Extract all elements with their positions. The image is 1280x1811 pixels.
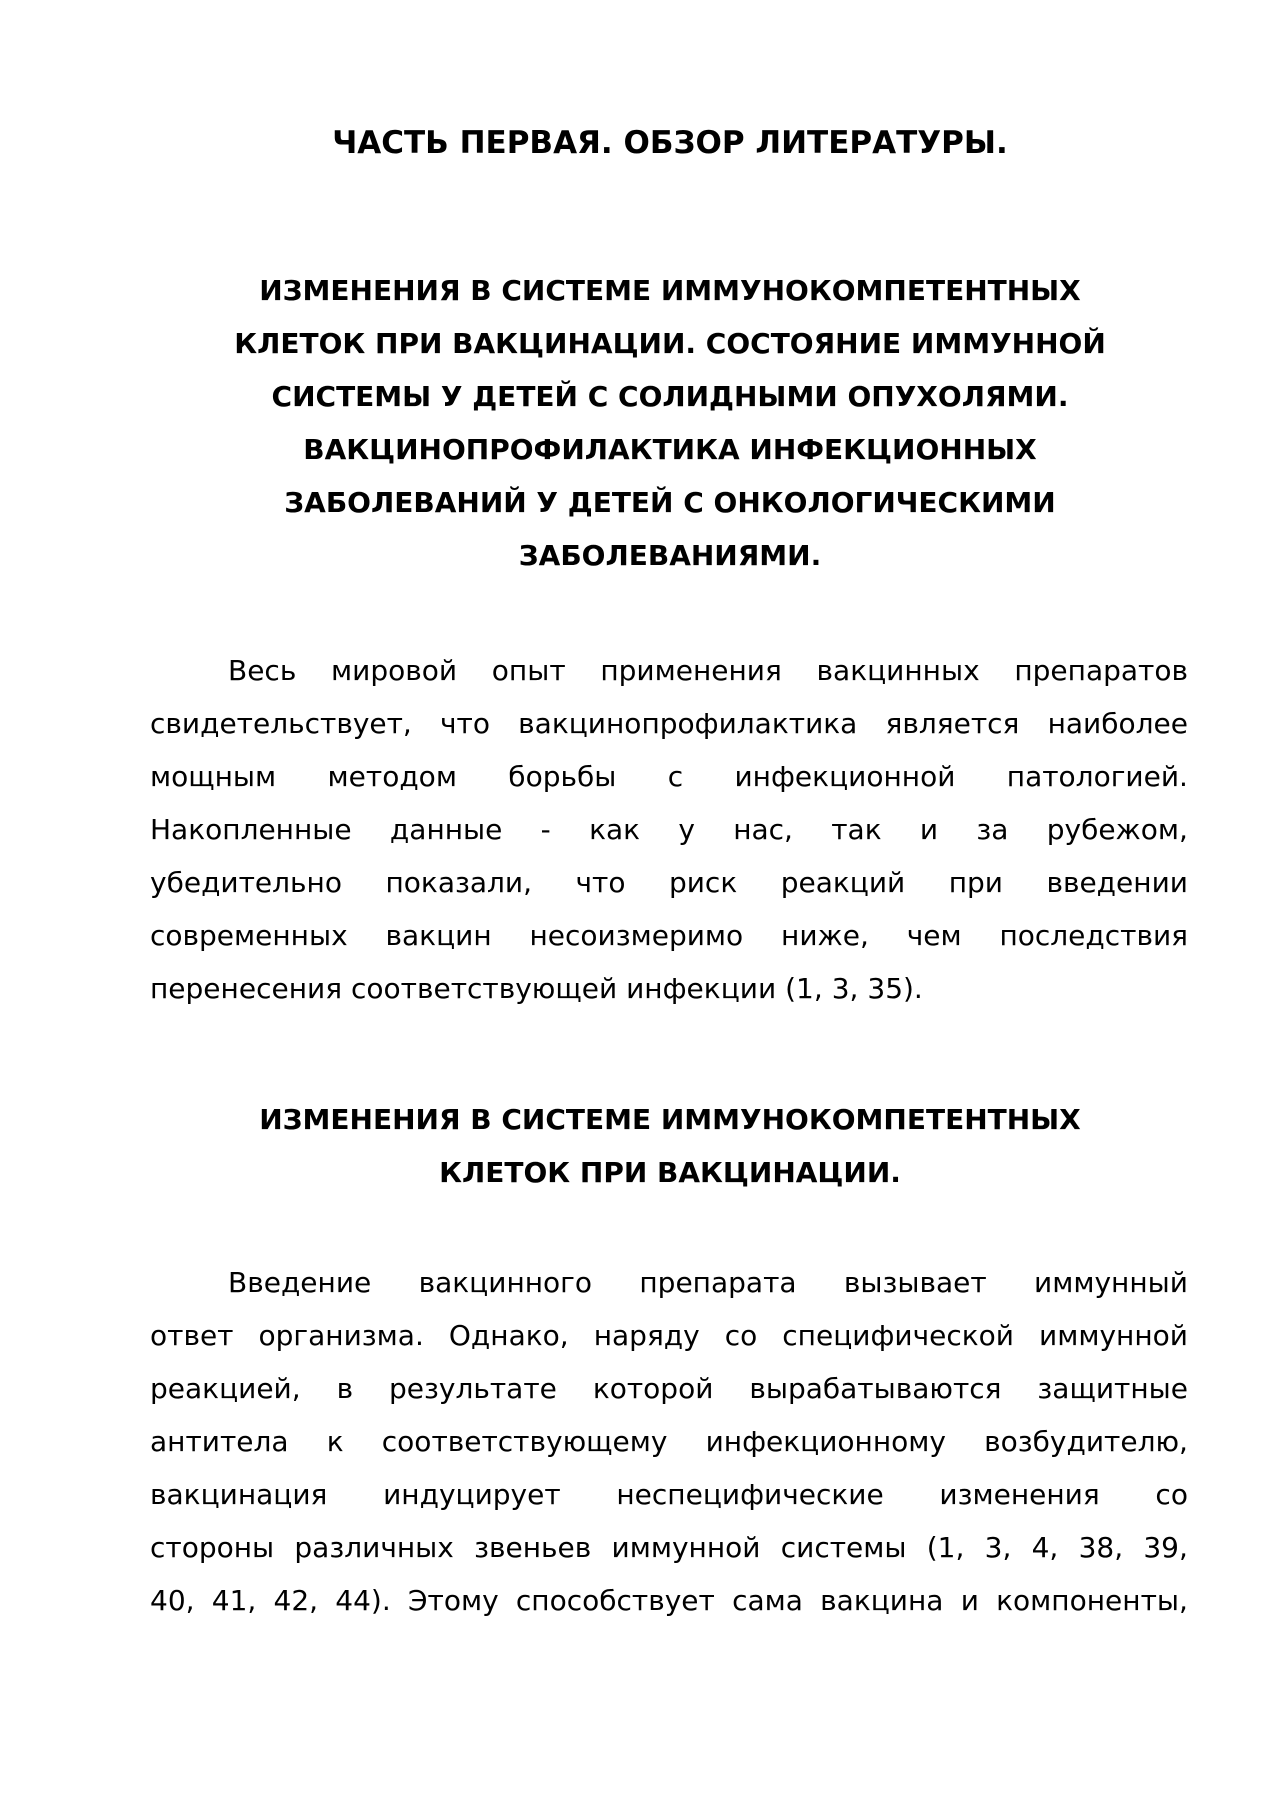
word: организма. [258,1319,424,1352]
word: со [1155,1478,1188,1511]
word: наиболее [1047,707,1188,740]
word: чем [906,919,962,952]
word: реакцией, [150,1372,301,1405]
word: как [589,813,641,846]
word: вакцинных [816,654,980,687]
word: иммунный [1034,1266,1188,1299]
section-heading-line: ЗАБОЛЕВАНИЙ У ДЕТЕЙ С ОНКОЛОГИЧЕСКИМИ [284,486,1056,519]
word: патологией. [1006,760,1188,793]
word: последствия [999,919,1188,952]
word: у [678,813,695,846]
word: соответствующему [381,1425,668,1458]
word: Введение [228,1266,372,1299]
word: 35). [867,972,923,1005]
word: к [326,1425,344,1458]
word: звеньев [474,1531,592,1564]
word: Весь [228,654,297,687]
word: Однако, [448,1319,569,1352]
word: вакцин [385,919,492,952]
word: данные [389,813,503,846]
word: антитела [150,1425,289,1458]
word: защитные [1037,1372,1188,1405]
word: за [976,813,1009,846]
word: (1, [926,1531,965,1564]
word: перенесения [150,972,343,1005]
word: препаратов [1014,654,1188,687]
word: реакций [780,866,906,899]
word: современных [150,919,348,952]
word: способствует [515,1584,715,1617]
word: так [831,813,882,846]
word: иммунной [611,1531,761,1564]
word: различных [294,1531,454,1564]
paragraph-line [150,1309,1188,1362]
paragraph-line [150,750,1188,803]
section-heading-line: ИЗМЕНЕНИЯ В СИСТЕМЕ ИММУНОКОМПЕТЕНТНЫХ [259,274,1081,307]
body-paragraph [150,1256,1188,1627]
word: вакцинопрофилактика [518,707,858,740]
word: 42, [273,1584,319,1617]
paragraph-line [150,856,1188,909]
paragraph-line [150,1574,1188,1627]
word: иммунной [1039,1319,1188,1352]
word: нас, [733,813,793,846]
word: ниже, [781,919,869,952]
word: показали, [385,866,533,899]
word: 3, [984,1531,1012,1564]
section-heading-line: КЛЕТОК ПРИ ВАКЦИНАЦИИ. СОСТОЯНИЕ ИММУННОЙ [234,327,1106,360]
word: риск [668,866,738,899]
word: и [960,1584,979,1617]
intro-paragraph [150,644,1188,1015]
word: со [724,1319,758,1352]
word: ответ [150,1319,234,1352]
word: - [540,813,551,846]
paragraph-line [150,803,1188,856]
word: что [440,707,490,740]
word: введении [1046,866,1188,899]
word: рубежом, [1046,813,1188,846]
word: Этому [407,1584,499,1617]
word: 41, [211,1584,257,1617]
paragraph-line [150,962,1188,1015]
word: неспецифические [616,1478,884,1511]
section-heading-line: ВАКЦИНОПРОФИЛАКТИКА ИНФЕКЦИОННЫХ [303,433,1037,466]
word: методом [327,760,457,793]
word: борьбы [508,760,617,793]
word: опыт [491,654,566,687]
word: стороны [150,1531,275,1564]
paragraph-line [150,1468,1188,1521]
word: изменения [939,1478,1100,1511]
word: сама [732,1584,803,1617]
subsection-heading-line: ИЗМЕНЕНИЯ В СИСТЕМЕ ИММУНОКОМПЕТЕНТНЫХ [259,1103,1081,1136]
word: 4, [1031,1531,1059,1564]
word: вакцина [820,1584,944,1617]
word: вакцинация [150,1478,328,1511]
word: Накопленные [150,813,352,846]
word: индуцирует [383,1478,561,1511]
word: инфекции [626,972,777,1005]
word: свидетельствует, [150,707,412,740]
section-heading-line: ЗАБОЛЕВАНИЯМИ. [518,539,822,572]
word: препарата [639,1266,797,1299]
word: 38, [1078,1531,1124,1564]
word: несоизмеримо [529,919,744,952]
subsection-heading [150,1093,1190,1199]
word: вырабатываются [749,1372,1002,1405]
word: инфекционному [705,1425,946,1458]
section-heading [150,264,1190,582]
word: вакцинного [418,1266,593,1299]
word: компоненты, [996,1584,1188,1617]
word: с [667,760,684,793]
word: (1, [785,972,823,1005]
word: 39, [1143,1531,1188,1564]
word: мощным [150,760,277,793]
subsection-heading-line: КЛЕТОК ПРИ ВАКЦИНАЦИИ. [439,1156,901,1189]
part-title: ЧАСТЬ ПЕРВАЯ. ОБЗОР ЛИТЕРАТУРЫ. [332,125,1008,161]
word: инфекционной [734,760,956,793]
paragraph-line [150,1415,1188,1468]
word: системы [780,1531,907,1564]
paragraph-line [150,1362,1188,1415]
word: возбудителю, [984,1425,1188,1458]
word: убедительно [150,866,342,899]
word: является [885,707,1020,740]
word: в [336,1372,354,1405]
word: вызывает [843,1266,987,1299]
paragraph-line [150,697,1188,750]
word: специфической [782,1319,1015,1352]
paragraph-line [150,644,1188,697]
word: что [575,866,626,899]
word: наряду [593,1319,700,1352]
word: 44). [335,1584,391,1617]
section-heading-line: СИСТЕМЫ У ДЕТЕЙ С СОЛИДНЫМИ ОПУХОЛЯМИ. [271,380,1069,413]
word: результате [389,1372,557,1405]
word: применения [600,654,782,687]
word: при [948,866,1003,899]
word: соответствующей [351,972,618,1005]
paragraph-line [150,1256,1188,1309]
paragraph-line [150,909,1188,962]
word: и [919,813,939,846]
word: мировой [331,654,458,687]
paragraph-line [150,1521,1188,1574]
word: 3, [831,972,859,1005]
word: которой [592,1372,714,1405]
word: 40, [150,1584,195,1617]
